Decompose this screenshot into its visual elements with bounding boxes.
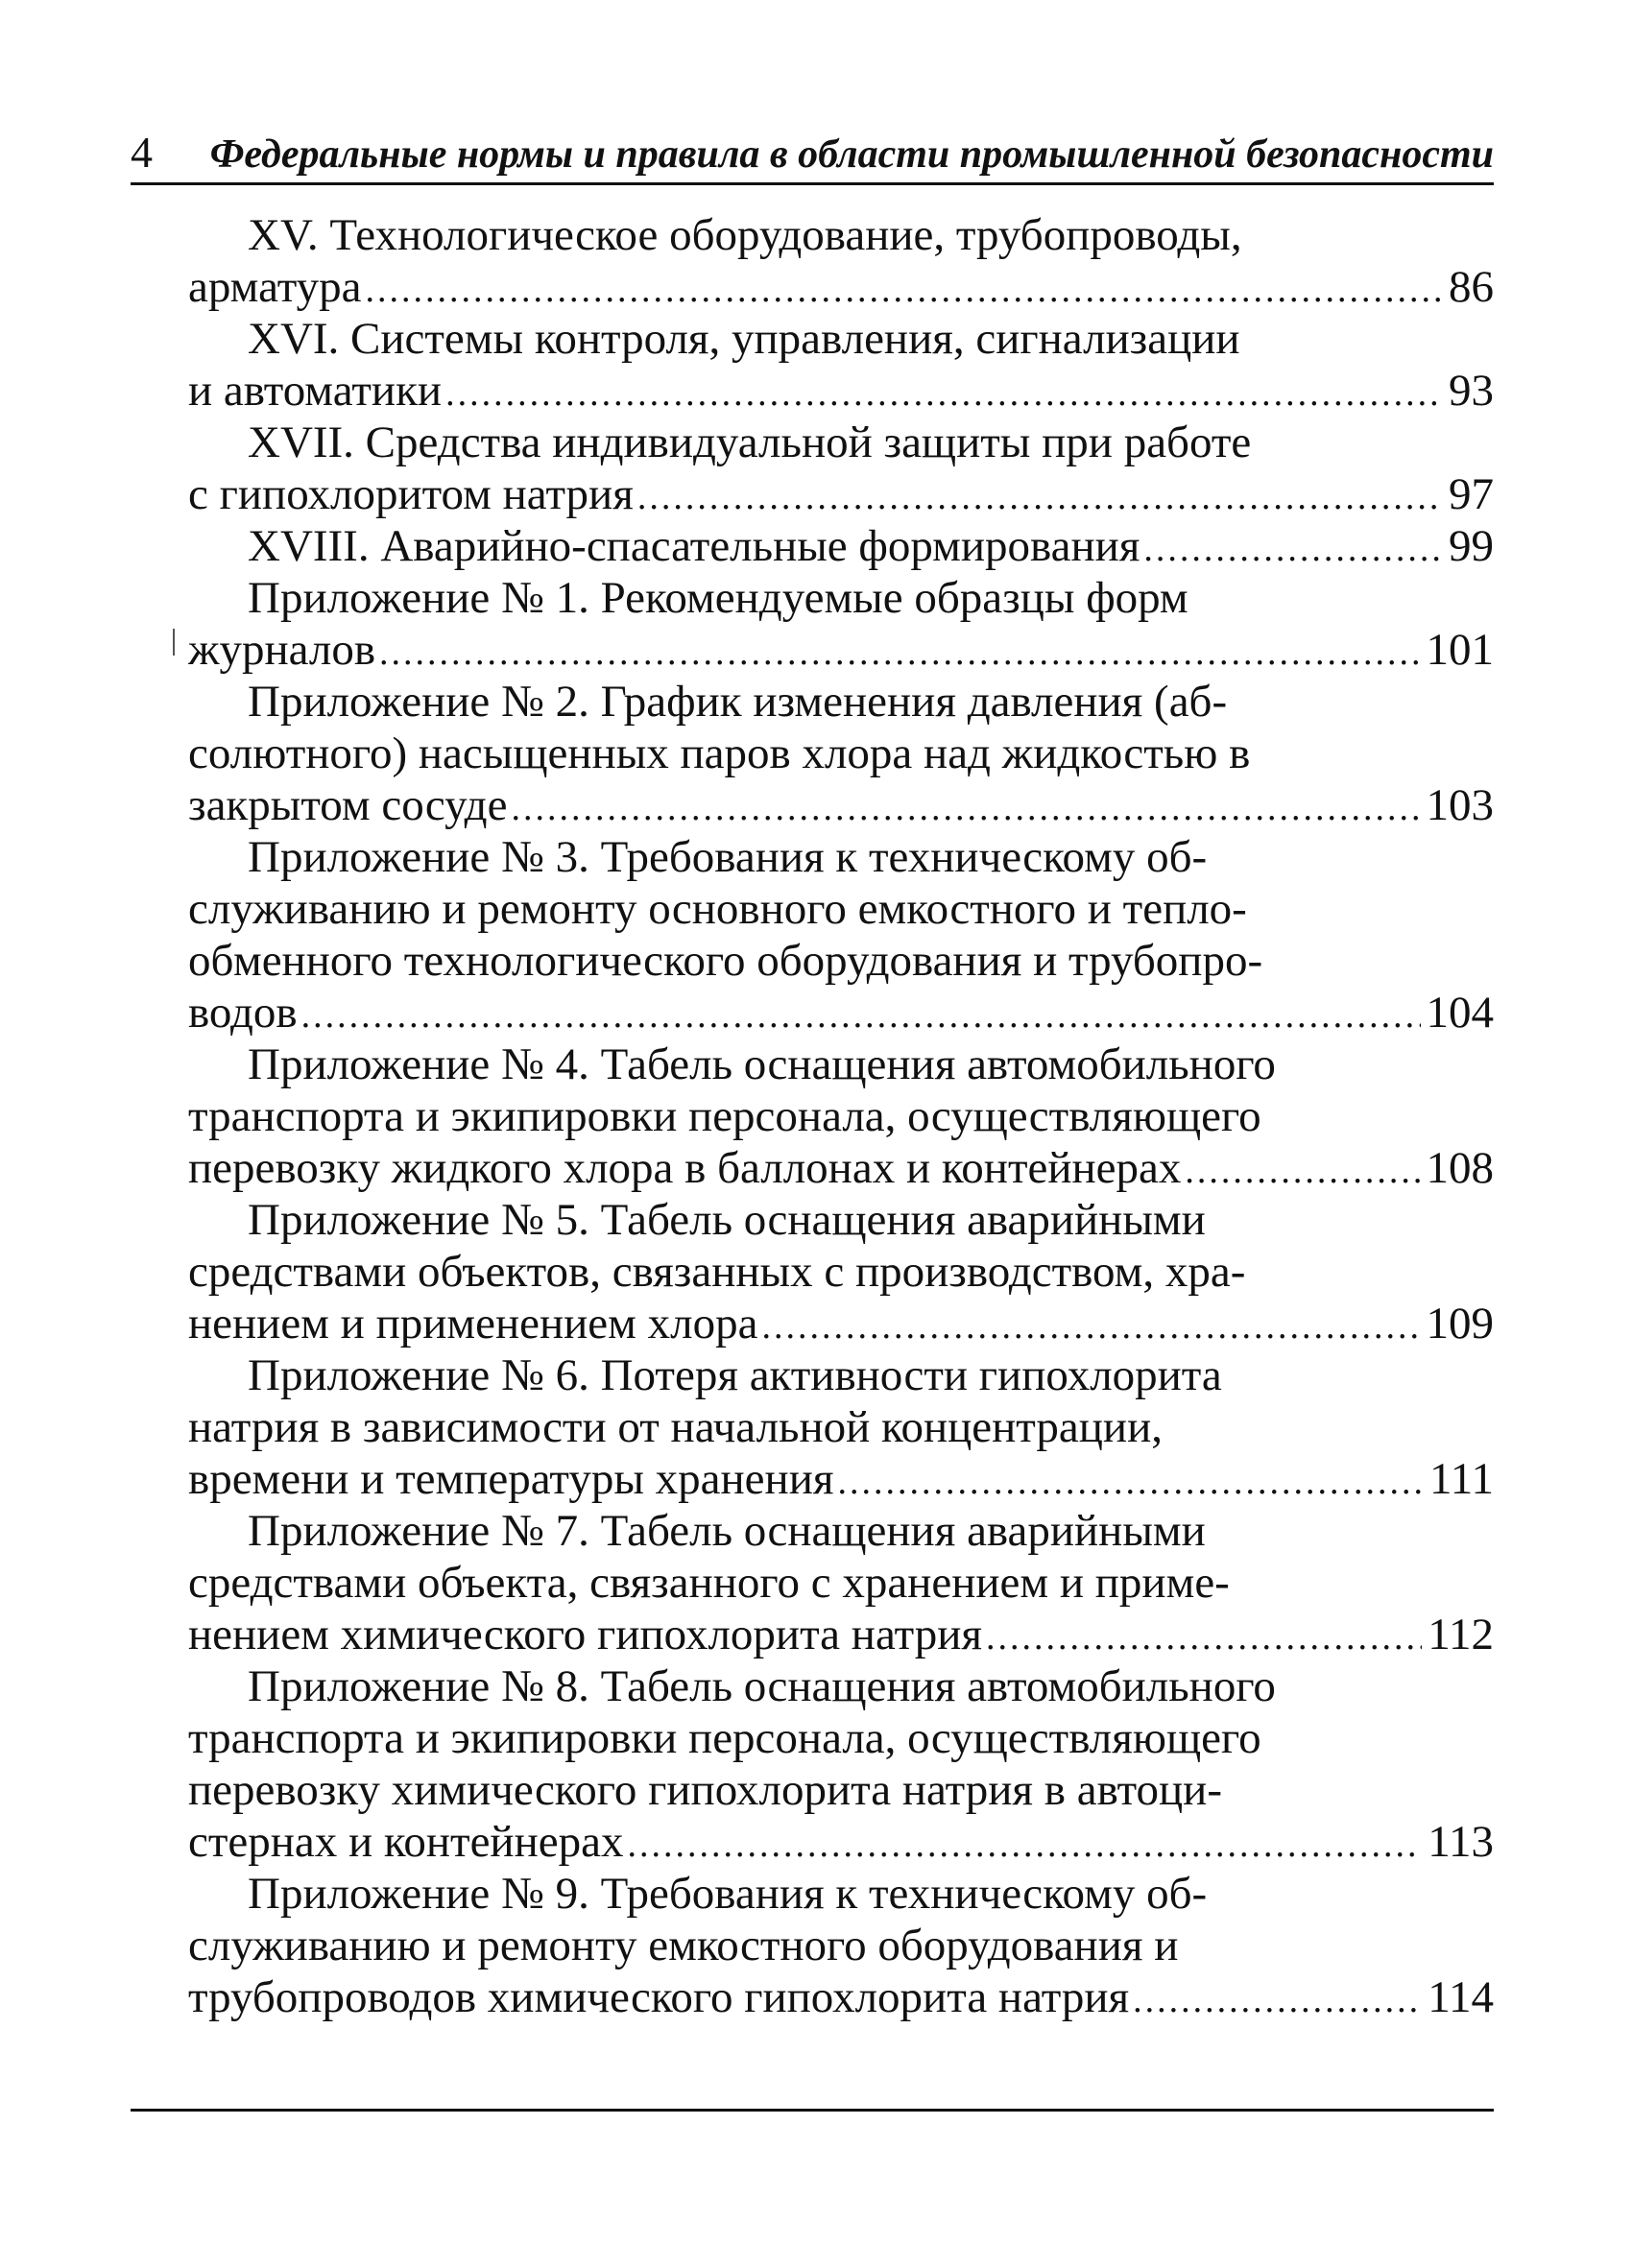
toc-entry-text-line: служиванию и ремонту емкостного оборудования и (188, 1921, 1179, 1970)
toc-entry-text-line: Приложение № 6. Потеря активности гипохлорита (248, 1350, 1222, 1400)
toc-entry-title-end: водов (188, 988, 298, 1038)
toc-entry-title-end: журналов (188, 625, 376, 675)
toc-entry-last-line (188, 261, 1494, 313)
toc-entry-text-line: средствами объекта, связанного с хранением и приме- (188, 1558, 1230, 1608)
toc-entry-last-line (188, 365, 1494, 417)
toc-entry-text-line: транспорта и экипировки персонала, осуществляющего (188, 1713, 1261, 1763)
toc-page-number: 86 (1449, 262, 1494, 312)
table-of-contents (188, 209, 1494, 2023)
toc-page-number: 111 (1428, 1454, 1494, 1504)
toc-entry-text-line: средствами объектов, связанных с производством, хра- (188, 1247, 1246, 1297)
toc-entry-title-end: арматура (188, 262, 362, 312)
toc-entry-last-line (188, 1816, 1494, 1868)
toc-entry-title-end: времени и температуры хранения (188, 1454, 834, 1504)
dot-leader (1133, 1974, 1422, 2023)
toc-entry (188, 572, 1494, 676)
toc-page-number: 113 (1428, 1817, 1494, 1867)
dot-leader (511, 782, 1420, 831)
toc-entry-title-end: стернах и контейнерах (188, 1817, 624, 1867)
dot-leader (301, 990, 1421, 1039)
toc-entry (188, 209, 1494, 313)
toc-entry-last-line (188, 624, 1494, 676)
toc-entry-title-end: трубопроводов химического гипохлорита натрия (188, 1972, 1130, 2022)
toc-entry-text-line: транспорта и экипировки персонала, осуществляющего (188, 1091, 1261, 1141)
toc-entry-last-line (188, 1971, 1494, 2023)
running-title: Федеральные нормы и правила в области промышленной безопасности (209, 132, 1494, 177)
toc-entry-last-line (188, 1142, 1494, 1194)
toc-page-number: 114 (1428, 1972, 1494, 2022)
toc-entry-text-line: натрия в зависимости от начальной концентрации, (188, 1402, 1163, 1452)
toc-page-number: 93 (1449, 366, 1494, 416)
toc-page-number: 104 (1426, 988, 1494, 1038)
toc-entry (188, 313, 1494, 417)
toc-entry (188, 1194, 1494, 1349)
toc-entry-text-line: XVII. Средства индивидуальной защиты при работе (248, 418, 1252, 467)
toc-entry-title-end: и автоматики (188, 366, 443, 416)
toc-entry-title-end: закрытом сосуде (188, 780, 508, 830)
toc-entry-text-line: Приложение № 9. Требования к техническому об- (248, 1869, 1208, 1919)
toc-entry-text-line: Приложение № 2. График изменения давления (аб- (248, 677, 1228, 727)
dot-leader (627, 1819, 1422, 1868)
header-divider (131, 182, 1494, 185)
toc-page-number: 101 (1426, 625, 1494, 675)
toc-entry-last-line (188, 1298, 1494, 1349)
toc-entry-text-line: XVI. Системы контроля, управления, сигнализации (248, 314, 1240, 364)
toc-page-number: 112 (1428, 1610, 1494, 1659)
toc-entry-text-line: Приложение № 3. Требования к техническому об- (248, 832, 1208, 882)
toc-entry-last-line (188, 520, 1494, 572)
toc-page-number: 97 (1449, 469, 1494, 519)
toc-page-number: 108 (1426, 1143, 1494, 1193)
toc-entry-title-end: нением и применением хлора (188, 1299, 758, 1349)
toc-entry-last-line (188, 1453, 1494, 1505)
toc-entry-text-line: Приложение № 5. Табель оснащения аварийными (248, 1195, 1206, 1245)
toc-page-number: 103 (1426, 780, 1494, 830)
running-head (131, 123, 1494, 186)
dot-leader (1185, 1145, 1420, 1194)
toc-entry (188, 1868, 1494, 2023)
toc-entry-title-end: XVIII. Аварийно-спасательные формирования (248, 521, 1140, 571)
toc-entry (188, 831, 1494, 1039)
toc-entry (188, 1505, 1494, 1660)
dot-leader (761, 1301, 1420, 1349)
toc-entry-text-line: Приложение № 7. Табель оснащения аварийными (248, 1506, 1206, 1556)
toc-entry-text-line: XV. Технологическое оборудование, трубопроводы, (248, 210, 1242, 260)
toc-entry-text-line: солютного) насыщенных паров хлора над жидкостью в (188, 728, 1251, 778)
toc-entry-title-end: перевозку жидкого хлора в баллонах и контейнерах (188, 1143, 1182, 1193)
dot-leader (986, 1611, 1422, 1660)
dot-leader (637, 471, 1443, 520)
toc-entry (188, 417, 1494, 520)
dot-leader (1143, 523, 1443, 572)
toc-entry-text-line: перевозку химического гипохлорита натрия в автоци- (188, 1765, 1222, 1815)
toc-entry (188, 1349, 1494, 1505)
footer-divider (131, 2109, 1494, 2112)
toc-entry-title-end: с гипохлоритом натрия (188, 469, 634, 519)
toc-page-number: 99 (1449, 521, 1494, 571)
toc-entry-text-line: Приложение № 8. Табель оснащения автомобильного (248, 1661, 1276, 1711)
toc-entry-title-end: нением химического гипохлорита натрия (188, 1610, 982, 1659)
toc-entry-last-line (188, 468, 1494, 520)
toc-entry-last-line (188, 1609, 1494, 1660)
dot-leader (445, 368, 1443, 417)
toc-entry (188, 520, 1494, 572)
scan-mark (173, 629, 175, 656)
toc-page-number: 109 (1426, 1299, 1494, 1349)
dot-leader (379, 627, 1420, 676)
toc-entry (188, 676, 1494, 831)
dot-leader (366, 264, 1444, 313)
toc-entry (188, 1039, 1494, 1194)
toc-entry-last-line (188, 779, 1494, 831)
toc-entry-text-line: служиванию и ремонту основного емкостного и тепло- (188, 884, 1247, 934)
toc-entry-text-line: обменного технологического оборудования и трубопро- (188, 936, 1263, 986)
toc-entry (188, 1660, 1494, 1868)
dot-leader (837, 1456, 1424, 1505)
page-number: 4 (131, 128, 153, 177)
toc-entry-last-line (188, 987, 1494, 1039)
toc-entry-text-line: Приложение № 1. Рекомендуемые образцы форм (248, 573, 1188, 623)
toc-entry-text-line: Приложение № 4. Табель оснащения автомобильного (248, 1039, 1276, 1089)
